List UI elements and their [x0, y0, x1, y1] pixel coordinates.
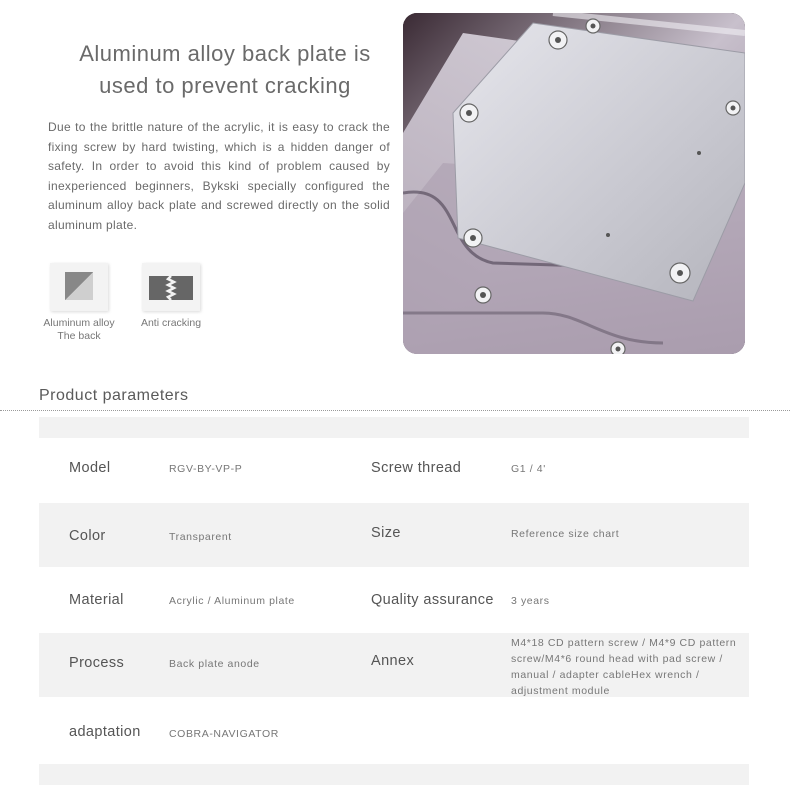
param-label-adaptation: adaptation	[69, 724, 141, 740]
feature-aluminum-alloy	[36, 263, 122, 343]
divider	[0, 410, 790, 411]
param-label-size: Size	[371, 525, 401, 541]
heading-line-1: Aluminum alloy back plate is	[79, 41, 371, 66]
param-value-size: Reference size chart	[511, 528, 620, 540]
param-label-screw-thread: Screw thread	[371, 460, 462, 476]
param-band	[39, 764, 749, 785]
product-photo	[403, 13, 745, 354]
param-label-model: Model	[69, 460, 111, 476]
param-value-process: Back plate anode	[169, 658, 260, 670]
param-value-model: RGV-BY-VP-P	[169, 463, 243, 475]
param-value-color: Transparent	[169, 531, 232, 543]
param-label-process: Process	[69, 655, 125, 671]
param-value-quality-assurance: 3 years	[511, 595, 550, 607]
param-label-color: Color	[69, 528, 106, 544]
feature-label-line-1: Aluminum alloy	[43, 317, 115, 329]
param-label-annex: Annex	[371, 653, 415, 669]
param-label-material: Material	[69, 592, 124, 608]
feature-label-line-2: The back	[57, 330, 101, 342]
param-band	[39, 417, 749, 438]
aluminum-alloy-icon	[50, 263, 108, 311]
param-value-annex: M4*18 CD pattern screw / M4*9 CD pattern screw/M4*6 round head with pad screw / manual / adapter cableHex wrench / adjustment module	[511, 637, 737, 697]
heading-line-2: used to prevent cracking	[99, 73, 351, 98]
param-value-adaptation: COBRA-NAVIGATOR	[169, 728, 279, 740]
feature-anti-cracking	[130, 263, 212, 330]
param-value-screw-thread: G1 / 4'	[511, 463, 546, 475]
description-text: Due to the brittle nature of the acrylic, it is easy to crack the fixing screw by hard twisting, which is a hidden danger of safety. In order to avoid this kind of problem caused by inexperienced beginners, Bykski specially configured the aluminum alloy back plate and screwed directly on the solid aluminum plate.	[48, 120, 390, 232]
anti-cracking-icon	[142, 263, 200, 311]
params-title: Product parameters	[39, 387, 189, 404]
feature-label: Anti cracking	[140, 317, 202, 329]
param-value-material: Acrylic / Aluminum plate	[169, 595, 295, 607]
param-label-quality-assurance: Quality assurance	[371, 592, 494, 608]
section-heading	[40, 38, 410, 102]
